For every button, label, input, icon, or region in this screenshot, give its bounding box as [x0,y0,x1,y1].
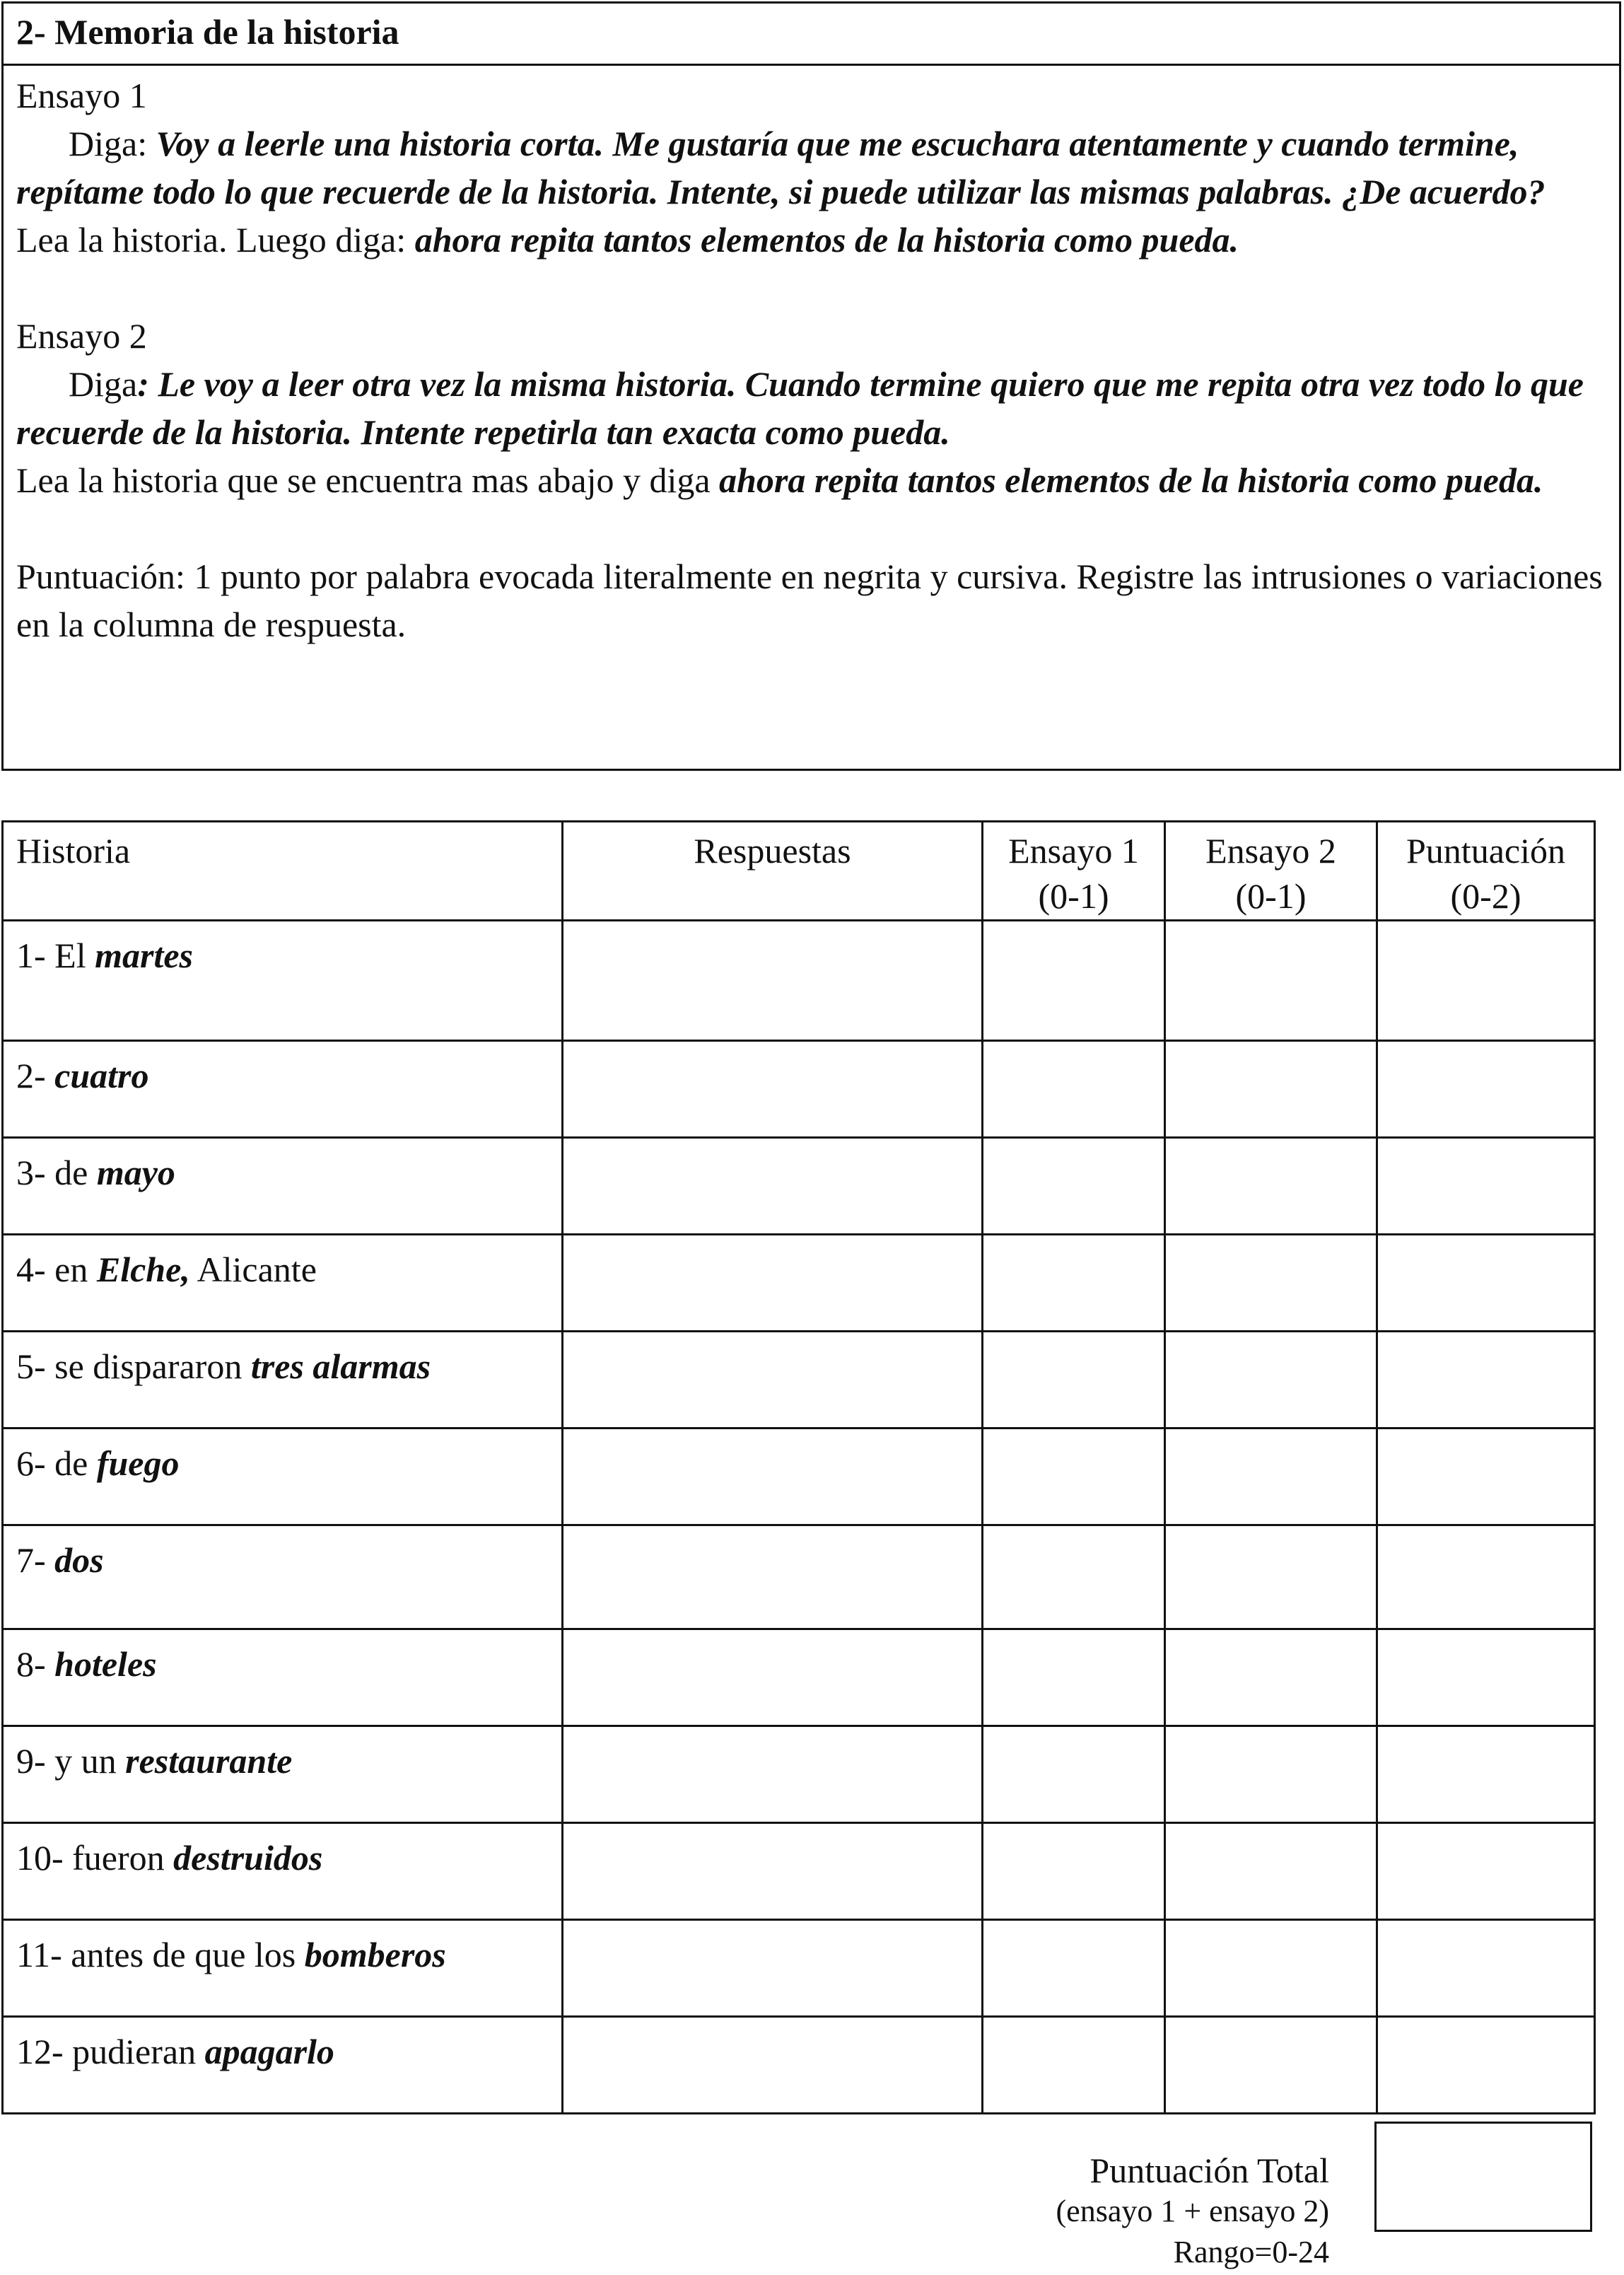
story-item [3,1041,563,1138]
story-item-key: tres alarmas [250,1346,431,1386]
ensayo1-cell[interactable] [983,1429,1165,1525]
header-ensayo2 [1165,822,1377,921]
trial2-read-text: ahora repita tantos elementos de la historia como pueda. [719,460,1543,500]
story-item [3,1823,563,1920]
trial1-say [16,120,1603,216]
response-cell[interactable] [563,1041,983,1138]
ensayo1-cell[interactable] [983,1332,1165,1429]
ensayo2-cell[interactable] [1165,921,1377,1041]
puntuacion-cell[interactable] [1377,1629,1595,1726]
ensayo1-cell[interactable] [983,921,1165,1041]
story-item-prefix: 2- [16,1056,55,1095]
table-row [3,1823,1595,1920]
story-item [3,1525,563,1629]
header-ensayo2-label: Ensayo 2 [1205,831,1336,871]
table-row [3,1429,1595,1525]
response-cell[interactable] [563,1920,983,2017]
table-row [3,1138,1595,1235]
story-item [3,1726,563,1823]
ensayo2-cell[interactable] [1165,1823,1377,1920]
ensayo1-cell[interactable] [983,2017,1165,2114]
story-item [3,1235,563,1332]
puntuacion-cell[interactable] [1377,1235,1595,1332]
table-row [3,1920,1595,2017]
puntuacion-cell[interactable] [1377,1525,1595,1629]
story-item-prefix: 10- fueron [16,1838,174,1878]
story-item-key: destruidos [173,1838,323,1878]
story-item [3,921,563,1041]
header-ensayo1-label: Ensayo 1 [1008,831,1139,871]
header-ensayo1 [983,822,1165,921]
response-cell[interactable] [563,1138,983,1235]
ensayo2-cell[interactable] [1165,1235,1377,1332]
header-respuestas: Respuestas [563,822,983,921]
scoring-instructions: Puntuación: 1 punto por palabra evocada literalmente en negrita y cursiva. Registre las intrusiones o variaciones en la columna de respuesta. [16,557,1603,644]
table-row [3,2017,1595,2114]
ensayo2-cell[interactable] [1165,1429,1377,1525]
table-row [3,1629,1595,1726]
story-item-key: cuatro [54,1056,149,1095]
ensayo1-cell[interactable] [983,1920,1165,2017]
story-item-prefix: 1- El [16,936,95,975]
story-item-key: fuego [96,1443,180,1483]
story-item-key: dos [54,1540,104,1580]
total-score-field[interactable] [1374,2122,1592,2232]
table-row [3,1726,1595,1823]
total-sub: (ensayo 1 + ensayo 2) [1056,2194,1329,2228]
puntuacion-cell[interactable] [1377,1429,1595,1525]
response-cell[interactable] [563,921,983,1041]
response-cell[interactable] [563,1525,983,1629]
story-item-prefix: 7- [16,1540,55,1580]
story-item-suffix: Alicante [189,1250,317,1289]
story-item-key: restaurante [125,1741,293,1781]
puntuacion-cell[interactable] [1377,2017,1595,2114]
ensayo1-cell[interactable] [983,1525,1165,1629]
trial2-say-prefix: Diga [69,364,138,404]
story-item-key: bomberos [304,1935,446,1974]
total-score-label [919,2150,1329,2273]
puntuacion-cell[interactable] [1377,1138,1595,1235]
puntuacion-cell[interactable] [1377,1332,1595,1429]
response-cell[interactable] [563,1235,983,1332]
ensayo2-cell[interactable] [1165,1726,1377,1823]
response-cell[interactable] [563,1823,983,1920]
story-item-key: Elche, [96,1250,190,1289]
total-label: Puntuación Total [1090,2151,1329,2190]
ensayo2-cell[interactable] [1165,1525,1377,1629]
story-item-prefix: 9- y un [16,1741,126,1781]
header-historia: Historia [3,822,563,921]
story-item-key: mayo [96,1153,175,1192]
ensayo2-cell[interactable] [1165,1041,1377,1138]
ensayo1-cell[interactable] [983,1629,1165,1726]
response-cell[interactable] [563,1629,983,1726]
trial1-read [16,216,1603,264]
puntuacion-cell[interactable] [1377,1726,1595,1823]
puntuacion-cell[interactable] [1377,1823,1595,1920]
ensayo1-cell[interactable] [983,1235,1165,1332]
trial1-label: Ensayo 1 [16,76,147,115]
ensayo2-cell[interactable] [1165,2017,1377,2114]
ensayo2-cell[interactable] [1165,1629,1377,1726]
story-item-key: martes [95,936,193,975]
story-item-prefix: 3- de [16,1153,97,1192]
story-item-key: apagarlo [204,2032,334,2071]
trial1-read-prefix: Lea la historia. Luego diga: [16,220,415,260]
response-cell[interactable] [563,2017,983,2114]
story-item [3,1629,563,1726]
trial2-say-text: : Le voy a leer otra vez la misma historia. Cuando termine quiero que me repita otra vez todo lo que recuerde de la historia. Intente repetirla tan exacta como pueda. [16,364,1584,452]
story-item-prefix: 5- se dispararon [16,1346,251,1386]
story-item-prefix: 4- en [16,1250,97,1289]
ensayo2-cell[interactable] [1165,1332,1377,1429]
ensayo1-cell[interactable] [983,1726,1165,1823]
trial2-read [16,456,1603,504]
trial1-read-text: ahora repita tantos elementos de la historia como pueda. [414,220,1239,260]
story-item-key: hoteles [54,1644,157,1684]
response-cell[interactable] [563,1332,983,1429]
section-title: 2- Memoria de la historia [4,4,1619,66]
story-item-prefix: 11- antes de que los [16,1935,305,1974]
ensayo2-cell[interactable] [1165,1138,1377,1235]
story-item [3,1138,563,1235]
puntuacion-cell[interactable] [1377,1920,1595,2017]
header-ensayo1-range: (0-1) [1038,876,1109,916]
story-item [3,1920,563,2017]
table-header-row [3,822,1595,921]
ensayo1-cell[interactable] [983,1041,1165,1138]
story-item [3,1332,563,1429]
story-item [3,2017,563,2114]
header-ensayo2-range: (0-1) [1235,876,1307,916]
instructions-body [4,66,1619,648]
story-item-prefix: 8- [16,1644,55,1684]
ensayo1-cell[interactable] [983,1138,1165,1235]
story-item [3,1429,563,1525]
puntuacion-cell[interactable] [1377,1041,1595,1138]
table-row [3,1235,1595,1332]
header-puntuacion-range: (0-2) [1450,876,1521,916]
story-item-prefix: 6- de [16,1443,97,1483]
table-row [3,1525,1595,1629]
trial2-label: Ensayo 2 [16,316,147,356]
story-table [1,820,1596,2114]
table-row [3,921,1595,1041]
trial2-say [16,360,1603,456]
table-row [3,1041,1595,1138]
header-puntuacion [1377,822,1595,921]
trial2-read-prefix: Lea la historia que se encuentra mas abajo y diga [16,460,720,500]
puntuacion-cell[interactable] [1377,921,1595,1041]
story-item-prefix: 12- pudieran [16,2032,205,2071]
ensayo2-cell[interactable] [1165,1920,1377,2017]
trial1-say-prefix: Diga: [69,124,156,163]
ensayo1-cell[interactable] [983,1823,1165,1920]
total-range: Rango=0-24 [1173,2235,1329,2269]
instructions-box [1,1,1621,771]
trial1-say-text: Voy a leerle una historia corta. Me gustaría que me escuchara atentamente y cuando termine, repítame todo lo que recuerde de la historia. Intente, si puede utilizar las mismas palabras. ¿De acuerdo? [16,124,1546,211]
response-cell[interactable] [563,1726,983,1823]
table-row [3,1332,1595,1429]
response-cell[interactable] [563,1429,983,1525]
header-puntuacion-label: Puntuación [1406,831,1565,871]
